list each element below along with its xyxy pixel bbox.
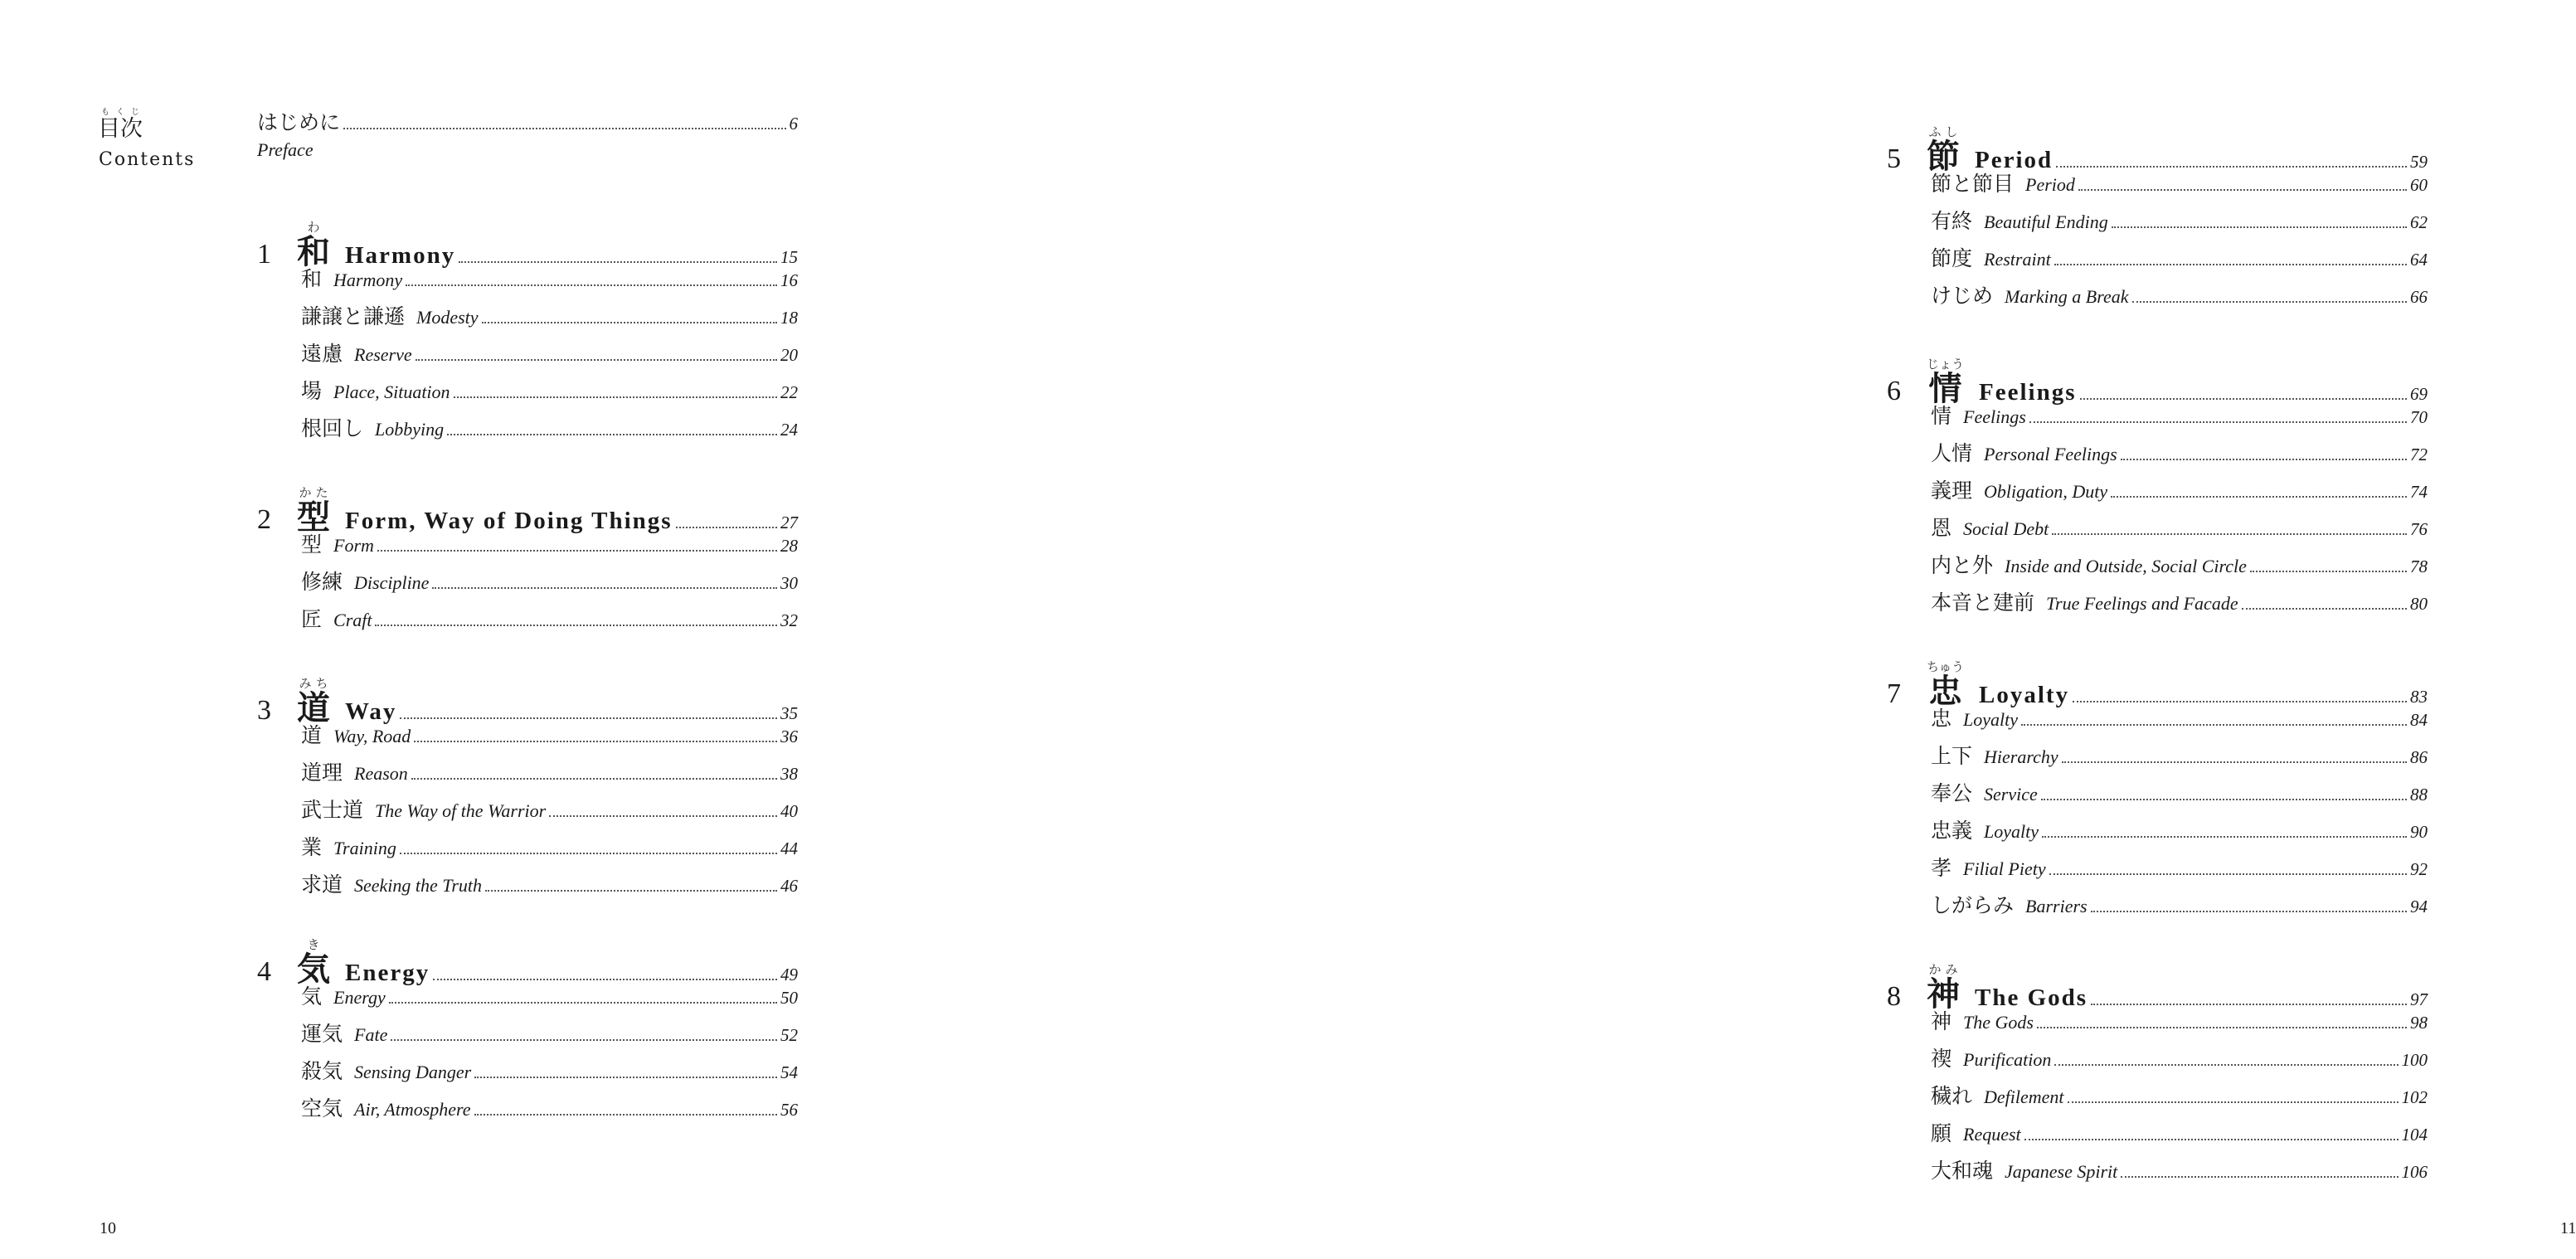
leader-dots [2091,911,2407,912]
leader-dots [447,434,777,435]
chapter-title: The Gods [1975,984,2088,1011]
leader-dots [474,1077,777,1078]
page-number: 83 [2410,687,2428,707]
leader-dots [416,359,777,361]
page-number: 70 [2410,407,2428,427]
toc-entry[interactable] [1931,474,2428,504]
entry-title-en: Air, Atmosphere [354,1099,471,1120]
page-number: 66 [2410,287,2428,307]
entry-title-ja: 節度 [1931,246,1973,270]
toc-entry[interactable] [301,338,798,367]
entry-title-en: Seeking the Truth [354,875,482,896]
toc-entry[interactable] [301,263,798,293]
entry-title-ja: 奉公 [1931,781,1973,805]
page-number: 27 [780,513,798,532]
page-number: 106 [2401,1162,2428,1182]
entry-title-en: Hierarchy [1984,746,2058,767]
toc-entry[interactable] [301,375,798,405]
page-number: 74 [2410,482,2428,502]
leader-dots [2062,761,2407,763]
entry-title-ja: 節と節目 [1931,172,2015,196]
entry-title-ja: 大和魂 [1931,1159,1994,1183]
leader-dots [389,1002,777,1004]
page-number: 90 [2410,822,2428,842]
leader-dots [2078,189,2407,191]
entry-title-ja: 遠慮 [301,342,343,366]
entry-title-en: Modesty [416,307,479,328]
page-number: 98 [2410,1013,2428,1033]
page-number: 54 [780,1062,798,1082]
leader-dots [2029,421,2407,423]
chapter-number: 3 [257,695,271,726]
page-number: 64 [2410,250,2428,270]
toc-entry[interactable] [301,603,798,633]
entry-title-en: Reason [354,763,408,784]
entry-title-en: Japanese Spirit [2005,1161,2118,1182]
chapter-number: 8 [1887,981,1901,1012]
entry-title-en: Sensing Danger [354,1062,472,1082]
entry-title-ja: 忠義 [1931,819,1973,843]
chapter-kanji: 情じょう [1927,357,1965,408]
page-number: 69 [2410,384,2428,404]
entry-title-ja: 孝 [1931,856,1952,880]
page-number: 30 [780,573,798,593]
entry-title-en: Loyalty [1984,821,2039,842]
leader-dots [2024,1139,2399,1140]
toc-entry[interactable] [1931,437,2428,467]
chapter-kanji: 気き [297,937,330,989]
entry-title-ja: 匠 [301,607,323,631]
entry-title-ja: 禊 [1931,1047,1952,1071]
entry-title-en: True Feelings and Facade [2046,593,2238,614]
entry-title-en: Fate [354,1024,388,1045]
entry-title-ja: 武士道 [301,798,364,822]
page-number: 28 [780,536,798,556]
entry-title-en: Form [333,535,374,556]
page-number: 72 [2410,445,2428,464]
toc-entry[interactable] [1931,205,2428,235]
chapter-kanji: 和わ [297,220,330,271]
right-page [892,0,2576,1259]
page-number: 104 [2401,1125,2428,1145]
entry-title-en: Service [1984,784,2038,804]
page-number: 46 [780,876,798,896]
toc-entry[interactable] [1931,889,2428,919]
folio-left: 10 [100,1219,116,1237]
toc-entry[interactable] [301,831,798,861]
chapter-number: 5 [1887,143,1901,174]
leader-dots [2041,799,2407,800]
leader-dots [2111,496,2407,498]
toc-entry[interactable] [1931,777,2428,807]
leader-dots [2242,608,2407,610]
toc-heading-english: Contents [99,149,196,170]
entry-title-ja: 根回し [301,416,364,440]
entry-title-en: Beautiful Ending [1984,211,2108,232]
leader-dots [2112,226,2407,228]
leader-dots [2132,301,2408,303]
preface-title-en: Preface [257,139,313,160]
toc-entry[interactable] [1931,168,2428,197]
chapter-title: Loyalty [1979,682,2070,708]
left-page [0,0,892,1259]
page-number: 94 [2410,897,2428,916]
entry-title-en: Discipline [354,572,430,593]
page-number: 38 [780,764,798,784]
page-number: 22 [780,382,798,402]
entry-title-en: Craft [333,610,372,630]
entry-title-en: Training [333,838,396,858]
entry-title-ja: 求道 [301,873,343,897]
leader-dots [2052,533,2407,535]
page-number: 100 [2401,1050,2428,1070]
chapter-kanji: 忠ちゅう [1927,659,1965,711]
entry-title-en: The Gods [1963,1012,2034,1033]
page-number: 76 [2410,519,2428,539]
toc-entry[interactable] [1931,586,2428,616]
entry-title-ja: 型 [301,532,323,557]
page-number: 50 [780,988,798,1008]
leader-dots [2049,873,2407,875]
leader-dots [375,625,777,626]
page-number: 92 [2410,859,2428,879]
toc-entry[interactable] [301,1018,798,1048]
toc-entry[interactable] [301,566,798,595]
toc-heading-japanese: 目次もくじ [98,108,143,142]
folio-right: 11 [2560,1219,2576,1237]
leader-dots [482,322,777,323]
chapter-title: Form, Way of Doing Things [345,508,673,534]
chapter-title: Period [1975,147,2054,173]
entry-title-en: Defilement [1984,1086,2064,1107]
page-number: 16 [780,270,798,290]
toc-entry[interactable] [1931,242,2428,272]
toc-entry[interactable] [1931,1005,2428,1035]
leader-dots [406,284,777,286]
toc-entry[interactable] [1931,512,2428,542]
chapter-kanji: 神かみ [1927,962,1960,1014]
page-number: 15 [780,247,798,267]
entry-title-en: The Way of the Warrior [375,800,547,821]
toc-entry[interactable] [1931,400,2428,430]
leader-dots [411,778,777,780]
chapter-number: 4 [257,956,271,987]
entry-title-ja: 神 [1931,1009,1952,1033]
toc-entry-preface[interactable] [257,106,798,136]
entry-title-ja: 道 [301,723,323,747]
toc-entry[interactable] [301,794,798,824]
leader-dots [2054,264,2407,265]
entry-title-ja: 和 [301,267,323,291]
leader-dots [549,815,777,817]
chapter-title: Feelings [1979,379,2077,406]
page-number: 86 [2410,747,2428,767]
leader-dots [2121,459,2407,460]
chapter-title: Harmony [345,242,456,269]
toc-entry[interactable] [1931,1154,2428,1184]
toc-entry[interactable] [301,1092,798,1122]
page-number: 18 [780,308,798,328]
page-number: 20 [780,345,798,365]
leader-dots [454,396,777,398]
leader-dots [2021,724,2407,726]
entry-title-ja: 義理 [1931,479,1973,503]
chapter-title: Energy [345,960,430,986]
chapter-number: 1 [257,239,271,270]
entry-title-en: Barriers [2025,896,2088,916]
page-number: 60 [2410,175,2428,195]
entry-title-ja: 願 [1931,1121,1952,1145]
entry-title-ja: 道理 [301,761,343,785]
page-number: 102 [2401,1087,2428,1107]
entry-title-ja: けじめ [1931,284,1994,308]
toc-entry[interactable] [301,1055,798,1085]
entry-title-en: Marking a Break [2005,286,2129,307]
leader-dots [400,853,777,854]
page-number: 97 [2410,989,2428,1009]
entry-title-ja: しがらみ [1931,893,2015,917]
leader-dots [391,1039,777,1041]
page-number: 80 [2410,594,2428,614]
page-number: 40 [780,801,798,821]
entry-title-en: Inside and Outside, Social Circle [2005,556,2247,576]
entry-title-en: Personal Feelings [1984,444,2117,464]
chapter-kanji: 節ふし [1927,124,1960,176]
page-number: 88 [2410,785,2428,804]
entry-title-ja: 有終 [1931,209,1973,233]
toc-entry[interactable] [1931,549,2428,579]
chapter-number: 2 [257,504,271,535]
entry-title-en: Reserve [354,344,412,365]
entry-title-ja: 運気 [301,1022,343,1046]
entry-title-ja: 業 [301,835,323,859]
entry-title-ja: 気 [301,984,323,1009]
entry-title-ja: 殺気 [301,1059,343,1083]
page-number: 52 [780,1025,798,1045]
entry-title-ja: 空気 [301,1096,343,1120]
entry-title-en: Loyalty [1963,709,2019,730]
entry-title-en: Feelings [1963,406,2026,427]
entry-title-en: Harmony [333,270,403,290]
page-number: 24 [780,420,798,440]
entry-title-ja: 内と外 [1931,553,1994,577]
entry-title-en: Period [2025,174,2075,195]
entry-title-en: Request [1963,1124,2021,1145]
entry-title-ja: 本音と建前 [1931,591,2035,615]
page-number: 6 [789,114,798,134]
toc-entry[interactable] [1931,814,2428,844]
chapter-kanji: 道みち [297,676,330,727]
toc-entry[interactable] [301,528,798,558]
entry-title-ja: 恩 [1931,516,1952,540]
entry-title-en: Purification [1963,1049,2052,1070]
leader-dots [377,550,777,552]
leader-dots [2042,836,2407,838]
entry-title-ja: 忠 [1931,707,1952,731]
toc-entry[interactable] [1931,702,2428,732]
entry-title-en: Way, Road [333,726,411,746]
entry-title-en: Lobbying [375,419,445,440]
toc-entry[interactable] [301,980,798,1010]
leader-dots [2068,1101,2399,1103]
toc-entry[interactable] [301,868,798,898]
page-number: 44 [780,839,798,858]
toc-entry[interactable] [301,300,798,330]
entry-title-ja: 場 [301,379,323,403]
entry-title-ja: 人情 [1931,441,1973,465]
toc-entry[interactable] [1931,852,2428,882]
entry-title-ja: 情 [1931,404,1952,428]
entry-title-en: Place, Situation [333,382,450,402]
toc-entry[interactable] [301,756,798,786]
entry-title-en: Obligation, Duty [1984,481,2108,502]
entry-title-ja: 修練 [301,570,343,594]
page-number: 56 [780,1100,798,1120]
leader-dots [474,1114,777,1116]
leader-dots [2250,571,2407,572]
leader-dots [414,741,777,742]
entry-title-ja: 穢れ [1931,1084,1973,1108]
chapter-number: 7 [1887,678,1901,709]
toc-entry[interactable] [1931,280,2428,309]
leader-dots [2054,1064,2398,1066]
toc-entry[interactable] [1931,740,2428,770]
page-number: 59 [2410,152,2428,172]
preface-title-ja: はじめに [257,110,341,134]
leader-dots [485,890,777,892]
page-number: 36 [780,727,798,746]
entry-title-en: Restraint [1984,249,2051,270]
leader-dots [432,587,777,589]
page-number: 32 [780,610,798,630]
toc-entry[interactable] [301,412,798,442]
entry-title-ja: 謙譲と謙遜 [301,304,406,328]
page-number: 78 [2410,557,2428,576]
toc-entry[interactable] [1931,1117,2428,1147]
page-number: 49 [780,965,798,984]
entry-title-ja: 上下 [1931,744,1973,768]
leader-dots [2121,1176,2398,1178]
toc-entry[interactable] [1931,1080,2428,1110]
leader-dots [343,128,785,129]
page-number: 35 [780,703,798,723]
toc-entry[interactable] [1931,1043,2428,1072]
chapter-number: 6 [1887,376,1901,406]
page-number: 84 [2410,710,2428,730]
chapter-title: Way [345,698,397,725]
chapter-kanji: 型かた [297,485,330,537]
entry-title-en: Social Debt [1963,518,2049,539]
leader-dots [2037,1027,2407,1028]
entry-title-en: Filial Piety [1963,858,2046,879]
entry-title-en: Energy [333,987,386,1008]
toc-entry[interactable] [301,719,798,749]
page-number: 62 [2410,212,2428,232]
